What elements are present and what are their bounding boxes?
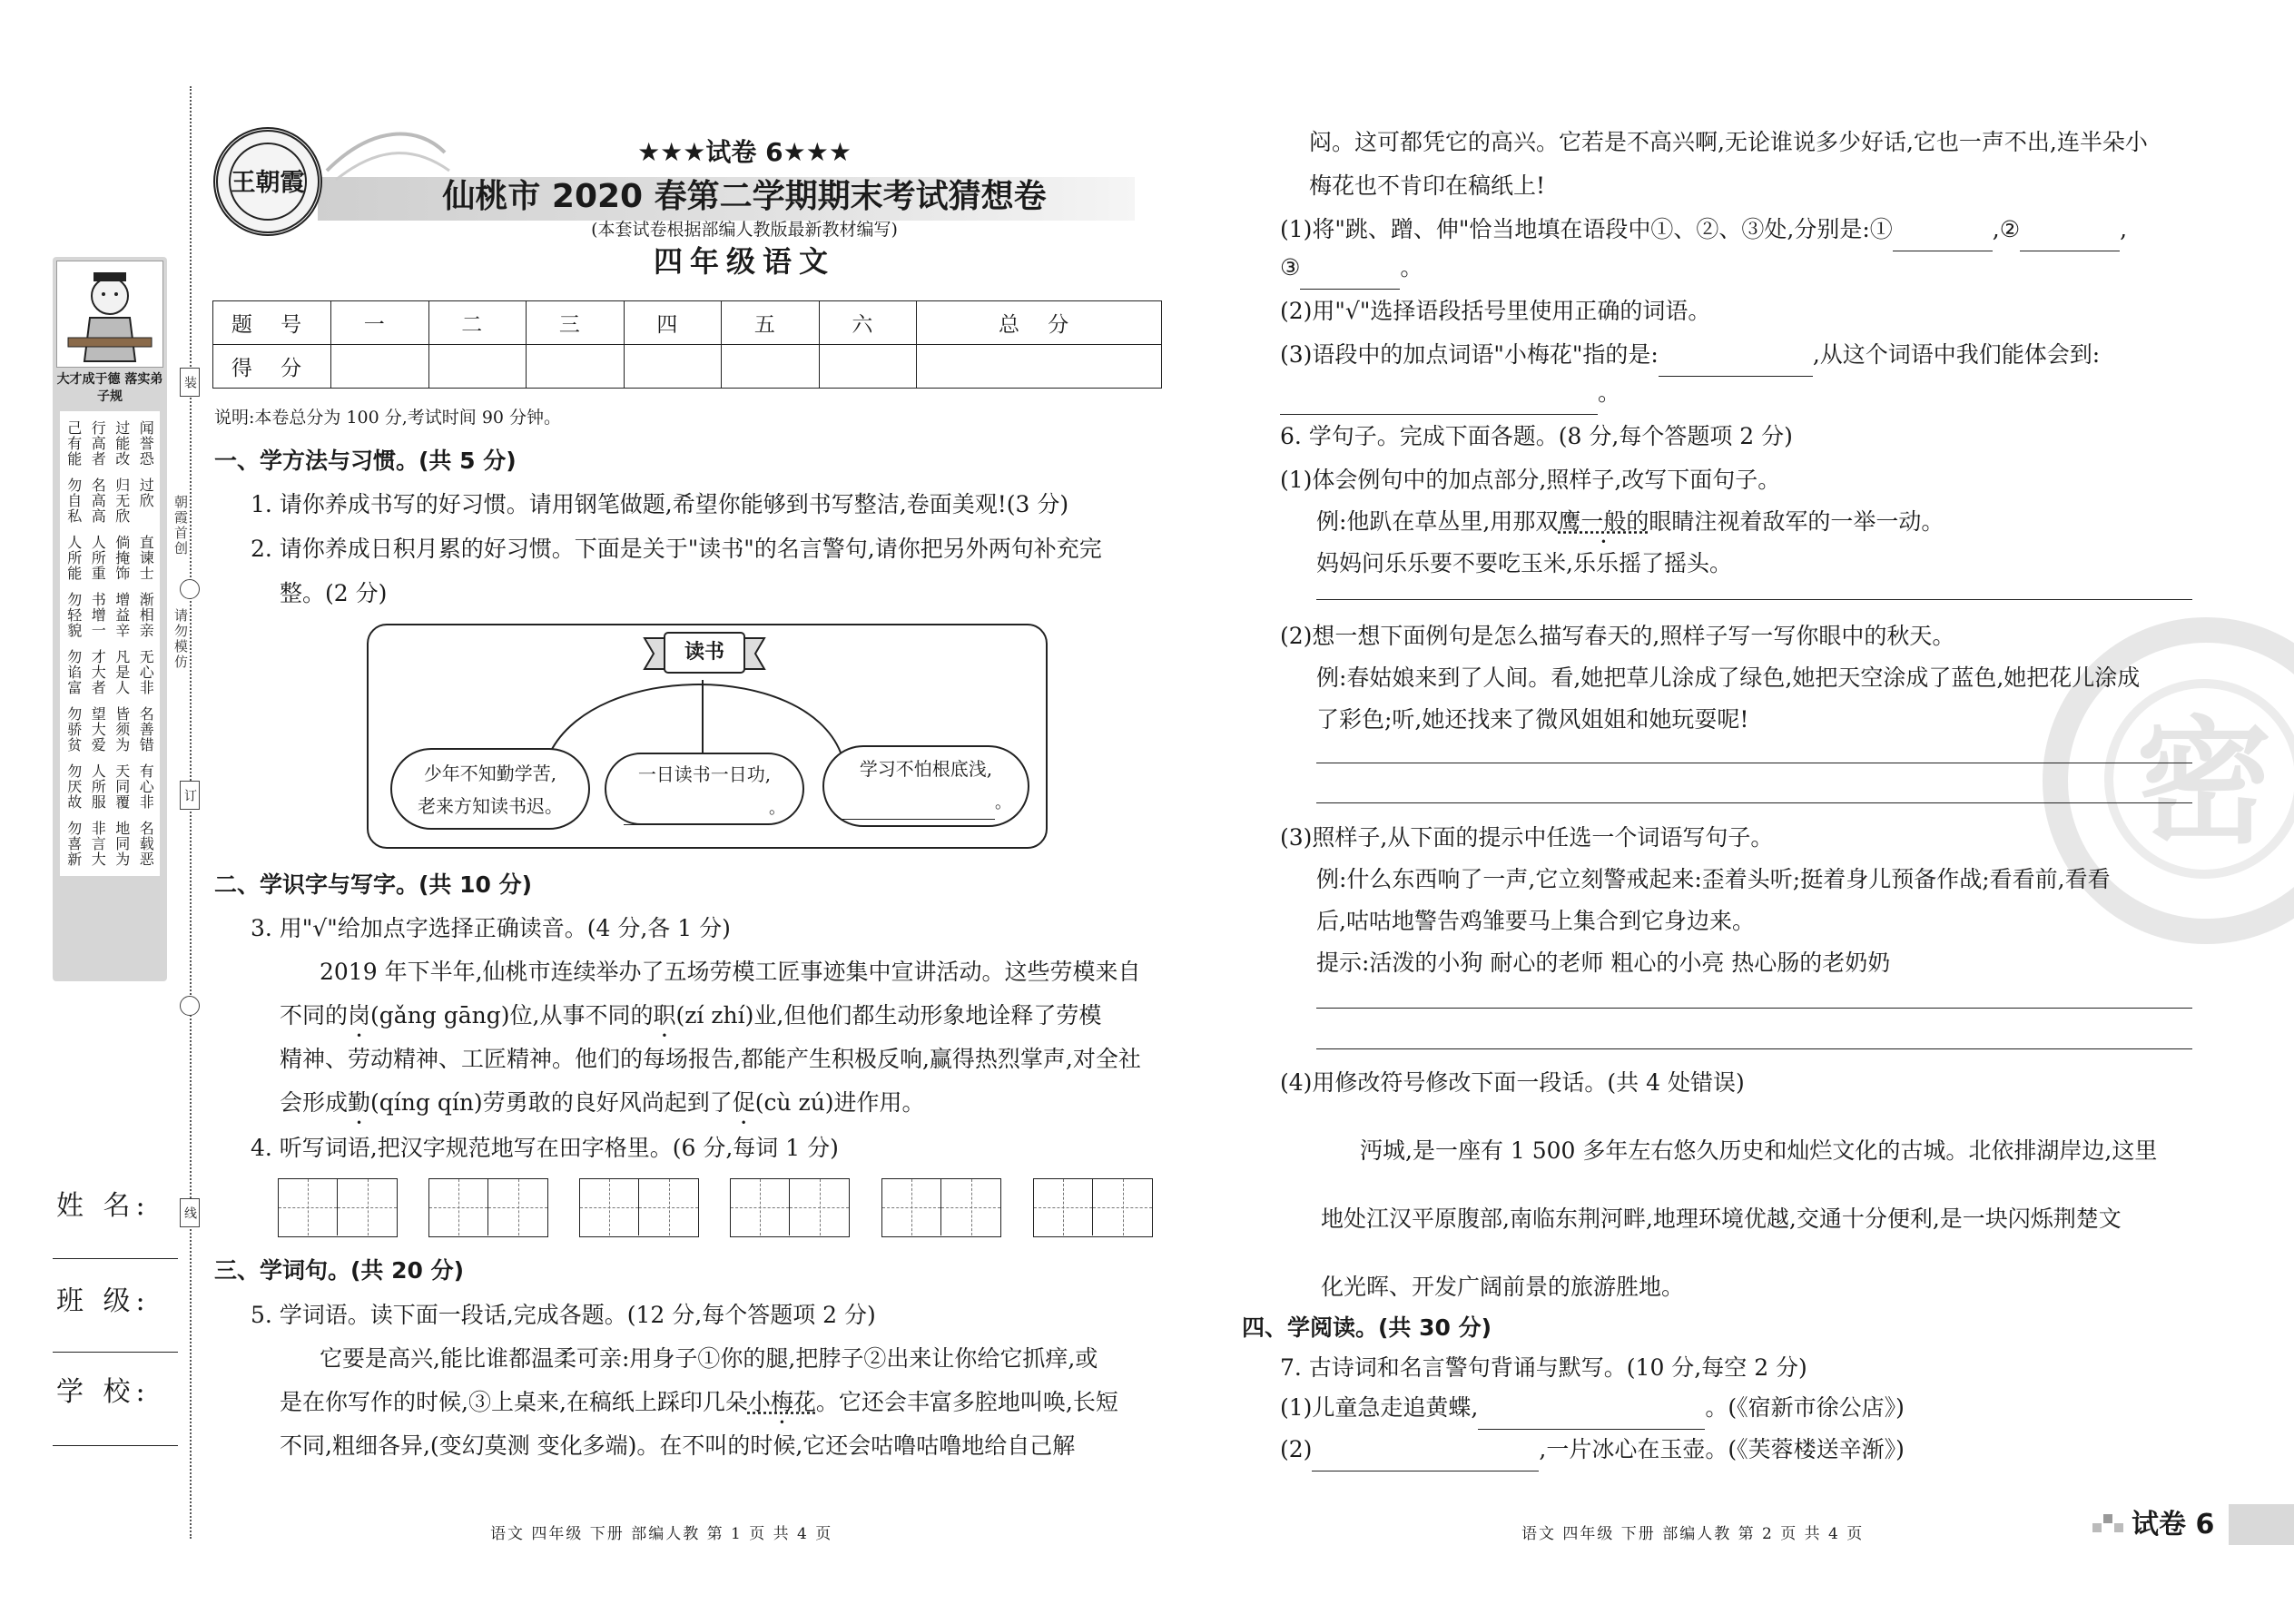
passage-line: 2019 年下半年,仙桃市连续举办了五场劳模工匠事迹集中宣讲活动。这些劳模来自 <box>320 959 1141 985</box>
reading-banner-text: 读书 <box>684 641 724 664</box>
quote-line: 老来方知读书迟。 <box>418 795 563 817</box>
passage-line: 不同,粗细各异,(变幻莫测 变化多端)。在不叫的时候,它还会咕噜咕噜地给自己解 <box>280 1432 1076 1459</box>
task-sentence: 妈妈问乐乐要不要吃玉米,乐乐摇了摇头。 <box>1316 550 1732 576</box>
passage-line: 会形成勤(qíng qín)劳勇敢的良好风尚起到了促(cù zú)进作用。 <box>280 1089 925 1116</box>
quote-cloud-1 <box>390 748 590 830</box>
quote-line: 学习不怕根底浅, <box>859 758 993 780</box>
motto-row: 勿喜新 非言大 地同为 名载恶 <box>64 821 155 867</box>
page-footer: 语文 四年级 下册 部编人教 第 1 页 共 4 页 <box>490 1525 833 1543</box>
score-cell[interactable] <box>917 345 1162 389</box>
binding-tag: 线 <box>180 1198 200 1227</box>
subquestion-2: (2)用"√"选择语段括号里使用正确的词语。 <box>1280 298 1711 324</box>
class-label: 班 级: <box>56 1285 151 1317</box>
dotted-word: 小梅花 <box>747 1389 816 1415</box>
answer-blank[interactable] <box>841 814 995 820</box>
table-header-cell: 三 <box>527 301 625 345</box>
vertical-note: 请勿模仿 <box>172 608 189 670</box>
motto-row: 勿骄贫 望大爱 皆须为 名善错 <box>64 706 155 753</box>
quote-cloud-2: 一日读书一日功, 。 <box>605 753 804 825</box>
motto-row: 己有能 行高者 过能改 闻誉恐 <box>64 420 155 467</box>
corner-tab <box>2229 1504 2294 1545</box>
subquestion-1-cont: ③ 。 <box>1280 245 1423 290</box>
example-line: 例:春姑娘来到了人间。看,她把草儿涂成了绿色,她把天空涂成了蓝色,她把花儿涂成 <box>1316 664 2141 691</box>
motto-row: 人所能 人所重 倘掩饰 直谏士 <box>64 535 155 581</box>
corner-pattern-icon <box>2092 1511 2129 1536</box>
exam-subject: 四年级语文 <box>653 244 835 279</box>
dotted-char: 岗 <box>348 1002 371 1029</box>
score-cell[interactable] <box>527 345 625 389</box>
table-row-label: 得 分 <box>213 345 331 389</box>
table-row <box>213 345 1162 389</box>
q6-sub-4: (4)用修改符号修改下面一段话。(共 4 处错误) <box>1280 1069 1745 1096</box>
q6-sub-3: (3)照样子,从下面的提示中任选一个词语写句子。 <box>1280 824 1774 851</box>
quote-line: 一日读书一日功, <box>637 763 772 785</box>
example-sentence: 例:他趴在草丛里,用那双鹰一般的眼睛注视着敌军的一举一动。 <box>1316 508 1944 535</box>
example-line: 例:什么东西响了一声,它立刻警戒起来:歪着头听;挺着身儿预备作战;看看前,看看 <box>1316 866 2111 892</box>
passage-line: 梅花也不肯印在稿纸上! <box>1309 172 1546 199</box>
answer-blank[interactable] <box>1659 349 1813 377</box>
paper-label: 试卷 6 <box>2132 1509 2215 1540</box>
answer-blank[interactable] <box>1478 1403 1705 1430</box>
tianzi-grid[interactable] <box>730 1178 850 1237</box>
passage-line: 精神、劳动精神、工匠精神。他们的每场报告,都能产生积极反响,赢得热烈掌声,对全社 <box>280 1046 1141 1072</box>
subquestion-3: (3)语段中的加点词语"小梅花"指的是: ,从这个词语中我们能体会到: <box>1280 332 2100 377</box>
question-4: 4. 听写词语,把汉字规范地写在田字格里。(6 分,每词 1 分) <box>251 1135 839 1161</box>
page-footer: 语文 四年级 下册 部编人教 第 2 页 共 4 页 <box>1521 1525 1865 1543</box>
hint-line: 提示:活泼的小狗 耐心的老师 粗心的小亮 热心肠的老奶奶 <box>1316 950 1891 976</box>
section-3-title: 三、学词句。(共 20 分) <box>214 1257 465 1284</box>
motto-panel <box>53 257 167 981</box>
passage-line: 它要是高兴,能比谁都温柔可亲:用身子①你的腿,把脖子②出来让你给它抓痒,或 <box>320 1345 1098 1372</box>
dotted-char: 职 <box>653 1002 676 1029</box>
edit-passage-line: 沔城,是一座有 1 500 多年左右悠久历史和灿烂文化的古城。北依排湖岸边,这里 <box>1360 1137 2158 1164</box>
paper-number <box>545 134 944 171</box>
class-field[interactable] <box>53 1352 178 1353</box>
answer-line[interactable] <box>1316 1048 2192 1049</box>
seal-char: 密 <box>2104 679 2294 879</box>
score-table <box>212 300 1162 389</box>
q6-sub-2: (2)想一想下面例句是怎么描写春天的,照样子写一写你眼中的秋天。 <box>1280 623 1955 649</box>
binding-ring-icon <box>180 996 200 1016</box>
reading-diagram <box>367 624 1048 849</box>
exam-title: 仙桃市 2020 春第二学期期末考试猜想卷 <box>442 178 1047 215</box>
dotted-char: 促 <box>732 1089 755 1116</box>
quote-line: 少年不知勤学苦, <box>423 763 557 784</box>
answer-line[interactable] <box>1316 599 2192 600</box>
answer-blank[interactable] <box>624 820 769 825</box>
table-header-cell: 四 <box>624 301 722 345</box>
edit-passage-line: 化光晖、开发广阔前景的旅游胜地。 <box>1321 1274 1685 1300</box>
question-2: 2. 请你养成日积月累的好习惯。下面是关于"读书"的名言警句,请你把另外两句补充完 <box>251 536 1102 562</box>
answer-blank[interactable] <box>1893 224 1993 251</box>
paper-tag: ★★★试卷 6★★★ <box>637 137 852 167</box>
binding-tag: 订 <box>180 781 200 810</box>
binding-tag: 装 <box>180 368 200 397</box>
question-2-cont: 整。(2 分) <box>280 580 388 606</box>
name-label: 姓 名: <box>56 1190 151 1222</box>
ribbon-bow-icon <box>318 116 454 198</box>
answer-blank[interactable] <box>2020 224 2120 251</box>
motto-text: 大才成于德 落实弟子规 <box>56 372 163 404</box>
question-3: 3. 用"√"给加点字选择正确读音。(4 分,各 1 分) <box>251 915 731 941</box>
question-5: 5. 学词语。读下面一段话,完成各题。(12 分,每个答题项 2 分) <box>251 1302 876 1328</box>
passage-line: 是在你写作的时候,③上桌来,在稿纸上踩印几朵小梅花。它还会丰富多腔地叫唤,长短 <box>280 1389 1118 1415</box>
motto-row: 勿轻貌 书增一 增益辛 渐相亲 <box>64 592 155 638</box>
q7-sub-2: (2) ,一片冰心在玉壶。(《芙蓉楼送辛渐》) <box>1280 1427 1905 1471</box>
vertical-note: 朝霞首创 <box>172 495 189 556</box>
dotted-char: 勤 <box>348 1089 371 1116</box>
edit-passage-line: 地处江汉平原腹部,南临东荆河畔,地理环境优越,交通十分便利,是一块闪烁荆楚文 <box>1321 1206 2122 1232</box>
subquestion-1: (1)将"跳、蹭、伸"恰当地填在语段中①、②、③处,分别是:① ,② , <box>1280 207 2127 251</box>
binding-line <box>190 86 192 1539</box>
motto-columns <box>60 411 160 876</box>
table-header-cell: 六 <box>819 301 917 345</box>
question-7: 7. 古诗词和名言警句背诵与默写。(10 分,每空 2 分) <box>1280 1354 1807 1381</box>
tianzi-grid[interactable] <box>1033 1178 1153 1237</box>
table-header-cell: 一 <box>331 301 429 345</box>
q7-sub-1: (1)儿童急走追黄蝶, 。(《宿新市徐公店》) <box>1280 1385 1905 1430</box>
q6-sub-1: (1)体会例句中的加点部分,照样子,改写下面句子。 <box>1280 467 1781 493</box>
section-2-title: 二、学识字与写字。(共 10 分) <box>214 871 533 898</box>
question-6: 6. 学句子。完成下面各题。(8 分,每个答题项 2 分) <box>1280 423 1793 449</box>
question-1: 1. 请你养成书写的好习惯。请用钢笔做题,希望你能够到书写整洁,卷面美观!(3 分) <box>251 491 1069 517</box>
dotted-word: 鹰一般的 <box>1558 508 1649 535</box>
example-line: 了彩色;听,她还找来了微风姐姐和她玩耍呢! <box>1316 706 1749 733</box>
name-field[interactable] <box>53 1258 178 1259</box>
example-line: 后,咕咕地警告鸡雏要马上集合到它身边来。 <box>1316 908 1755 934</box>
quote-cloud-3: 学习不怕根底浅, 。 <box>822 745 1029 827</box>
logo-text: 王朝霞 <box>229 143 307 221</box>
instructions: 说明:本卷总分为 100 分,考试时间 90 分钟。 <box>214 408 562 428</box>
score-cell[interactable] <box>428 345 527 389</box>
passage-line: 不同的岗(gǎng gāng)位,从事不同的职(zí zhí)业,但他们都生动形象地诠释了劳模 <box>280 1002 1102 1029</box>
score-cell[interactable] <box>331 345 429 389</box>
section-4-title: 四、学阅读。(共 30 分) <box>1242 1314 1492 1341</box>
table-header-cell: 题 号 <box>213 301 331 345</box>
tianzi-grid[interactable] <box>278 1178 398 1237</box>
exam-subtitle: (本套试卷根据部编人教版最新教材编写) <box>591 220 898 240</box>
table-header-cell: 总 分 <box>917 301 1162 345</box>
table-row <box>213 301 1162 345</box>
motto-row: 勿厌故 人所服 天同覆 有心非 <box>64 763 155 810</box>
passage-line: 闷。这可都凭它的高兴。它若是不高兴啊,无论谁说多少好话,它也一声不出,连半朵小 <box>1309 129 2148 155</box>
answer-line[interactable] <box>1316 1008 2192 1009</box>
answer-blank[interactable] <box>1312 1444 1539 1471</box>
tianzi-grid[interactable] <box>881 1178 1001 1237</box>
score-cell[interactable] <box>819 345 917 389</box>
score-cell[interactable] <box>722 345 820 389</box>
motto-row: 勿谄富 才大者 凡是人 无心非 <box>64 649 155 695</box>
tianzi-grid[interactable] <box>428 1178 548 1237</box>
motto-row: 勿自私 名高高 归无欣 过欣 <box>64 477 155 524</box>
tianzi-grid[interactable] <box>579 1178 699 1237</box>
school-field[interactable] <box>53 1445 178 1446</box>
section-1-title: 一、学方法与习惯。(共 5 分) <box>214 448 517 474</box>
answer-blank[interactable] <box>1280 388 1598 415</box>
brand-logo <box>213 127 322 236</box>
school-label: 学 校: <box>56 1376 151 1408</box>
binding-ring-icon <box>180 579 200 599</box>
score-cell[interactable] <box>624 345 722 389</box>
table-header-cell: 五 <box>722 301 820 345</box>
answer-line[interactable] <box>1316 802 2192 803</box>
answer-blank[interactable] <box>1300 262 1400 290</box>
subquestion-3-cont: 。 <box>1280 370 1620 415</box>
table-header-cell: 二 <box>428 301 527 345</box>
scholar-illustration <box>56 261 163 368</box>
